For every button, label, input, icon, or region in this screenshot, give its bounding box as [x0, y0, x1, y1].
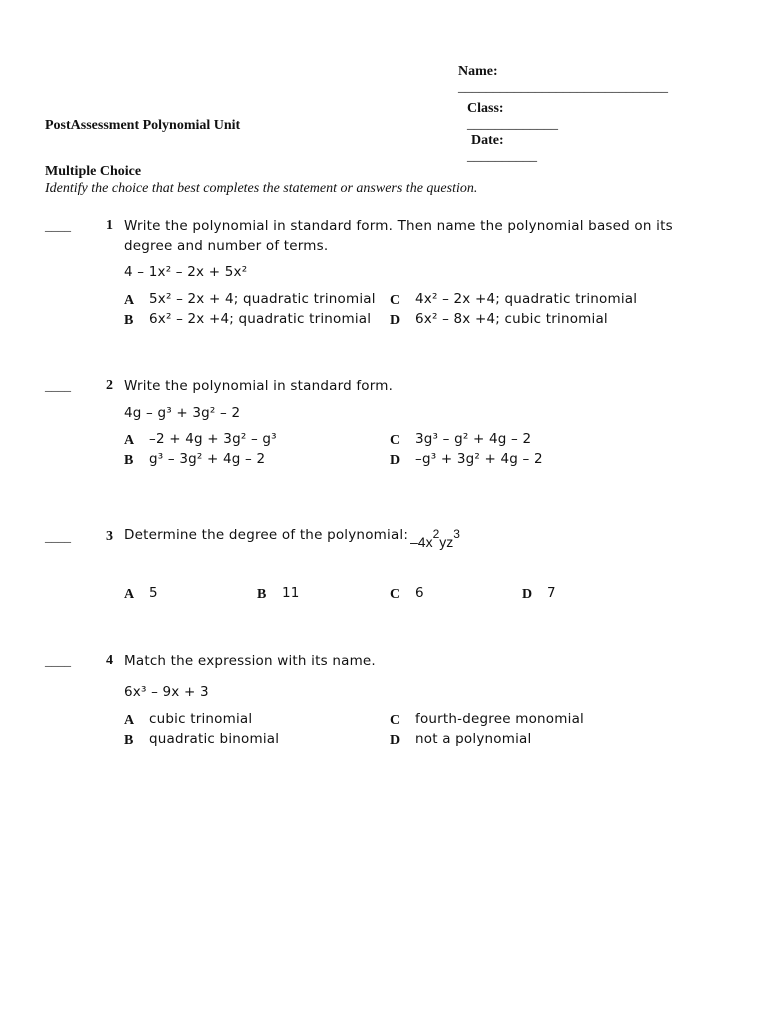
question-text: Determine the degree of the polynomial:	[124, 527, 409, 543]
name-blank: ______________________________	[458, 80, 668, 95]
question-text: Write the polynomial in standard form.	[124, 378, 394, 394]
expression-term: yz	[439, 534, 454, 550]
choice-text[interactable]: 6x² – 2x +4; quadratic trinomial	[149, 311, 372, 327]
choice-letter: D	[390, 733, 401, 748]
choice-text[interactable]: cubic trinomial	[149, 711, 253, 727]
question-number: 3	[106, 529, 113, 544]
choice-letter: C	[390, 713, 401, 728]
name-label: Name:	[458, 64, 498, 79]
choice-letter: D	[390, 313, 401, 328]
choice-letter: C	[390, 293, 401, 308]
choice-text[interactable]: 6	[415, 585, 424, 601]
choice-text[interactable]: quadratic binomial	[149, 731, 280, 747]
choice-letter: B	[257, 587, 267, 602]
question-text: Write the polynomial in standard form. Then name the polynomial based on its degree and number of terms.	[124, 218, 673, 254]
answer-blank[interactable]: ____	[45, 218, 71, 233]
class-label: Class:	[467, 101, 504, 116]
question-number: 4	[106, 653, 113, 668]
section-heading: Multiple Choice	[45, 164, 142, 179]
choice-letter: C	[390, 433, 401, 448]
page-title: PostAssessment Polynomial Unit	[45, 118, 241, 133]
question-expression: 6x³ – 9x + 3	[124, 684, 209, 700]
class-blank: _____________	[467, 117, 558, 132]
section-instructions: Identify the choice that best completes the statement or answers the question.	[45, 181, 478, 196]
choice-text[interactable]: 3g³ – g² + 4g – 2	[415, 431, 532, 447]
choice-text[interactable]: 7	[547, 585, 556, 601]
choice-text[interactable]: 5	[149, 585, 158, 601]
choice-letter: C	[390, 587, 401, 602]
question-expression	[410, 527, 460, 550]
expression-exponent: 3	[453, 527, 460, 541]
question-text: Match the expression with its name.	[124, 653, 376, 669]
choice-text[interactable]: not a polynomial	[415, 731, 532, 747]
choice-letter: B	[124, 453, 134, 468]
choice-letter: B	[124, 733, 134, 748]
date-blank: __________	[467, 149, 537, 164]
answer-blank[interactable]: ____	[45, 529, 71, 544]
choice-text[interactable]: 5x² – 2x + 4; quadratic trinomial	[149, 291, 376, 307]
answer-blank[interactable]: ____	[45, 653, 71, 668]
choice-text[interactable]: –g³ + 3g² + 4g – 2	[415, 451, 543, 467]
choice-text[interactable]: –2 + 4g + 3g² – g³	[149, 431, 277, 447]
question-number: 2	[106, 378, 113, 393]
choice-text[interactable]: 6x² – 8x +4; cubic trinomial	[415, 311, 608, 327]
choice-text[interactable]: 11	[282, 585, 300, 601]
choice-letter: D	[390, 453, 401, 468]
choice-letter: A	[124, 433, 135, 448]
class-date-field	[460, 85, 558, 165]
question-expression: 4 – 1x² – 2x + 5x²	[124, 264, 248, 280]
expression-term: –4x	[410, 534, 433, 550]
choice-letter: D	[522, 587, 533, 602]
choice-text[interactable]: fourth-degree monomial	[415, 711, 584, 727]
choice-text[interactable]: g³ – 3g² + 4g – 2	[149, 451, 266, 467]
expression-exponent: 2	[432, 527, 440, 541]
choice-letter: A	[124, 713, 135, 728]
choice-text[interactable]: 4x² – 2x +4; quadratic trinomial	[415, 291, 638, 307]
choice-letter: A	[124, 293, 135, 308]
question-number: 1	[106, 218, 113, 233]
choice-letter: B	[124, 313, 134, 328]
date-label: Date:	[471, 133, 504, 148]
answer-blank[interactable]: ____	[45, 378, 71, 393]
question-expression: 4g – g³ + 3g² – 2	[124, 405, 241, 421]
choice-letter: A	[124, 587, 135, 602]
